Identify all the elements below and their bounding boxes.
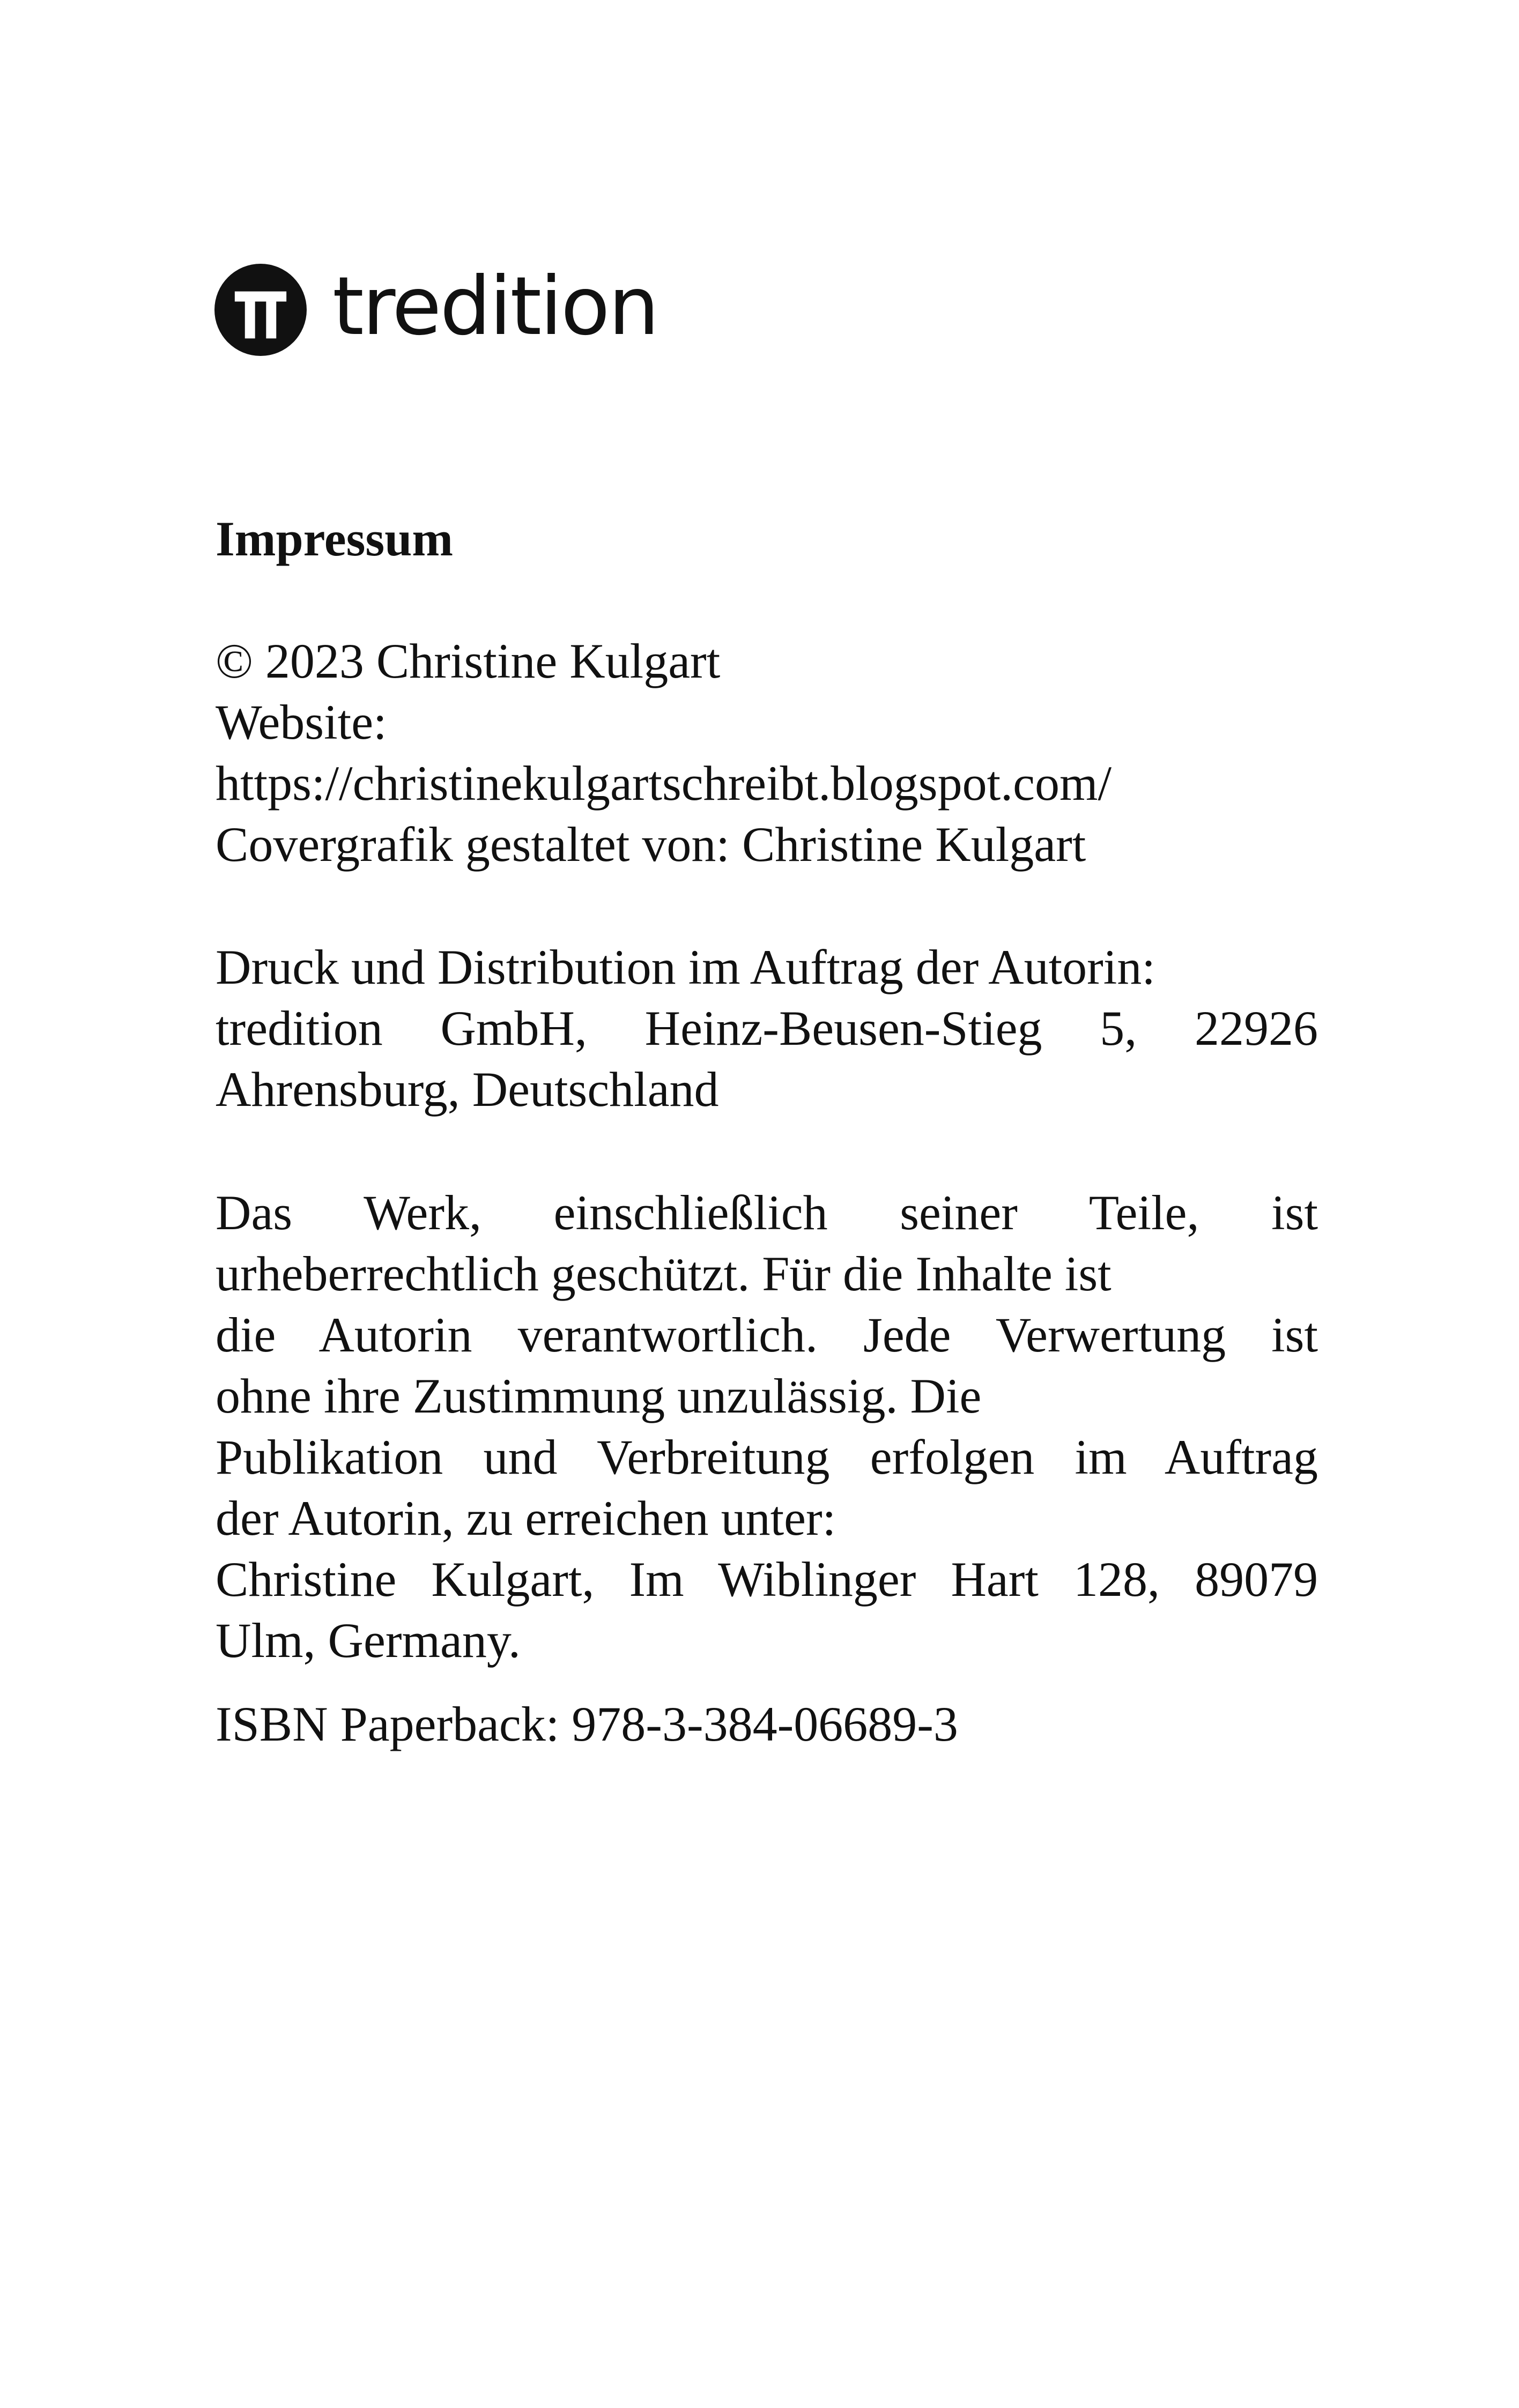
rights-line-1: Das Werk, einschließlich seiner Teile, ist: [216, 1185, 1318, 1240]
website-label: Website:: [216, 695, 387, 749]
cover-credit: Covergrafik gestaltet von: Christine Kulgart: [216, 817, 1086, 872]
rights-line-4: ohne ihre Zustimmung unzulässig. Die: [216, 1369, 982, 1423]
rights-line-5: Publikation und Verbreitung erfolgen im Auftrag: [216, 1430, 1318, 1484]
rights-line-3: die Autorin verantwortlich. Jede Verwertung ist: [216, 1307, 1318, 1362]
print-distribution-line: Druck und Distribution im Auftrag der Autorin:: [216, 940, 1155, 994]
rights-line-6: der Autorin, zu erreichen unter:: [216, 1491, 836, 1545]
publisher-logo: [214, 262, 658, 358]
impressum-heading: Impressum: [216, 511, 454, 566]
impressum-page: [216, 508, 1318, 1755]
copyright-line: © 2023 Christine Kulgart: [216, 634, 721, 688]
website-link[interactable]: https://christinekulgartschreibt.blogspot.com/: [216, 756, 1112, 811]
author-city-line: Ulm, Germany.: [216, 1613, 521, 1668]
publisher-address-line: tredition GmbH, Heinz-Beusen-Stieg 5, 22926: [216, 1001, 1318, 1056]
author-address-line: Christine Kulgart, Im Wiblinger Hart 128, 89079: [216, 1552, 1318, 1607]
isbn-line: ISBN Paperback: 978-3-384-06689-3: [216, 1697, 958, 1751]
rights-line-2: urheberrechtlich geschützt. Für die Inhalte ist: [216, 1246, 1112, 1301]
publisher-city-line: Ahrensburg, Deutschland: [216, 1062, 719, 1117]
tredition-logo-icon: [214, 264, 307, 356]
publisher-logo-text: tredition: [332, 260, 658, 353]
